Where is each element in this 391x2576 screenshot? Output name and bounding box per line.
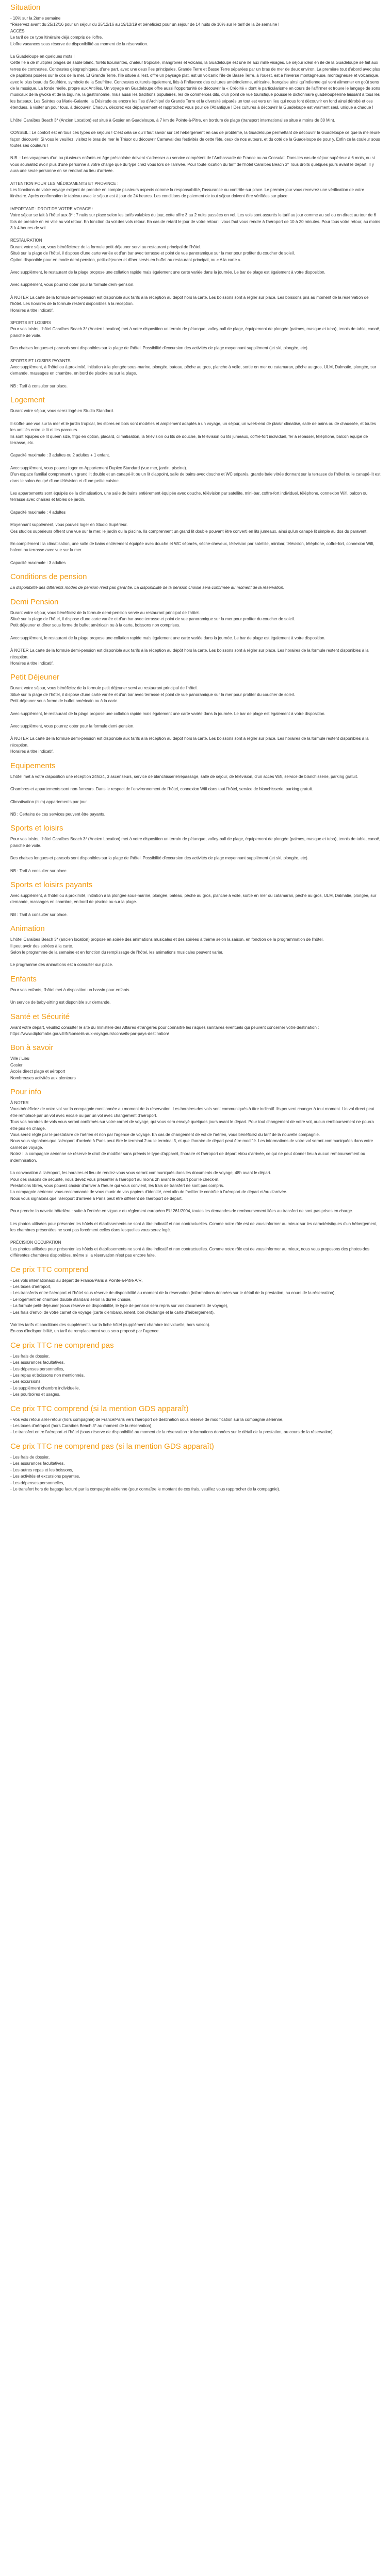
paragraph-spacer <box>10 111 381 117</box>
section-petit-dejeuner <box>10 673 381 755</box>
text-line: NB : Tarif à consulter sur place. <box>10 912 68 917</box>
paragraph-spacer <box>10 993 381 999</box>
text-line: Accès direct plage et aéroport <box>10 1069 66 1074</box>
section-title-inclus-gds: Ce prix TTC comprend (si la mention GDS apparaît) <box>10 1404 189 1413</box>
text-line: Vous serez réglé par le prestataire de l'aérien et non par l'agence de voyage. En cas de changement de vol de l'aérien, vous bénéficiez du tarif de la nouvelle compagnie. <box>10 1132 320 1138</box>
section-body-sante <box>10 1025 381 1038</box>
section-body-petit-dejeuner <box>10 685 381 755</box>
text-line: Capacité maximale : 4 adultes <box>10 510 66 515</box>
section-title-info: Pour info <box>10 1088 42 1097</box>
text-line: Le programme des animations est à consulter sur place. <box>10 962 113 968</box>
paragraph-spacer <box>10 314 381 320</box>
paragraph-spacer <box>10 730 381 736</box>
text-line: NB : Certains de ces services peuvent être payants. <box>10 811 106 817</box>
text-line: N.B. : Les voyageurs d'un ou plusieurs enfants en âge préscolaire doivent s'adresser au service compétent de l'Ambassade de France ou au Consulat. Dans les cas de séjour supérieur à 6 mois, ou si vous souhaitez avoir plus d'une personne à votre charge que du type chez vous lors de l'arrivée. Pour toute location du tarif de l'hôtel Caraïbes Beach 3* Tous droits quelques jours avant le départ. Il y aura une seule personne en se rendant au lieu d'arrivée. <box>10 156 375 174</box>
section-title-non-inclus-gds: Ce prix TTC ne comprend pas (si la mention GDS apparaît) <box>10 1442 214 1451</box>
text-line: SPORTS ET LOISIRS <box>10 320 51 326</box>
paragraph-spacer <box>10 641 381 648</box>
text-line: Climatisation (clim) appartements par jour. <box>10 799 88 804</box>
text-line: - Les pourboires et usages. <box>10 1392 60 1397</box>
text-line: Durant votre séjour, vous serez logé en Studio Standard. <box>10 409 115 414</box>
text-line: Nous vous signalons que l'aéroport d'arrivée à Paris peut être le terminal 2 ou le terminal 3, et que l'horaire de départ peut être modifié. Les informations de votre vol seront communiquées dans votre carnet de voyage. <box>10 1139 373 1150</box>
text-line: À NOTER La carte de la formule demi-pension est disponible aux tarifs à la réception au dépôt hors la carte. Les boissons sont à régler sur place. Les boissons pris au moment de la réservation de l'hôtel. Les horaires de la formule restent disponibles à la réception. <box>10 295 369 307</box>
text-line: - Les taxes d'aéroport (hors Caraïbes Beach 3* au moment de la réservation), <box>10 1423 153 1429</box>
text-line: En complément : la climatisation, une salle de bains entièrement équipée avec douche et WC séparés, sèche-cheveux, télévision par satellite, minibar, télévision, téléphone, coffre-fort, connexion Wifi, balcon ou terrasse avec vue sur la mer. <box>10 541 374 553</box>
paragraph-spacer <box>10 1233 381 1240</box>
text-line: Les fonctions de votre voyage exigent de prendre en compte plusieurs aspects comme la responsabilité, l'assurance ou contrôle sur place. Le premier jour vous recevrez une vérification de votre itinéraire. Après confirmation le tableau avec le séjour est à jour de 24 heures. Les conditions de paiement de tout séjour doivent être vérifiées sur place. <box>10 187 364 199</box>
text-line: - Les frais de dossier, <box>10 1454 50 1460</box>
section-conditions <box>10 572 381 591</box>
paragraph-spacer <box>10 554 381 560</box>
text-line: D'un espace familial comprenant un grand lit double et un canapé-lit ou un lit d'appoint, salle de bains avec douche et WC séparés, grande baie vitrée donnant sur la terrasse de l'hôtel ou le canapé-lit est dans le salon équipé d'une télévision et d'une petite cuisine. <box>10 472 381 483</box>
text-line: - Les repas et boissons non mentionnés, <box>10 1373 85 1378</box>
text-line: Vous bénéficiez de votre vol sur la compagnie mentionnée au moment de la réservation. Les horaires des vols sont communiqués à titre indicatif. Ils peuvent changer à tout moment. Un vol direct peut être remplacé par un vol avec escale ou par un vol avec changement d'aéroport. <box>10 1107 374 1118</box>
text-line: Votre séjour se fait à l'hôtel aux 3* : 7 nuits sur place selon les tarifs valables du jour, cette offre 3 au 2 nuits passées en vol. Les vols sont assurés le tarif au jour comme au sol ou en direct au tour de 6 fois de prendre en en ville au vol retour. En fonction du vol des vols retour. En cas de retard le jour de votre retour il vous faut vous rendre à l'aéroport de 10 à 20 minutes. Pour tous votre retour, au moins 3 à 4 heures de vol. <box>10 213 381 230</box>
text-line: Avec supplément, vous pouvez loger en Appartement Duplex Standard (vue mer, jardin, piscine). <box>10 465 187 470</box>
section-title-equipements: Equipements <box>10 761 56 770</box>
text-line: NB : Tarif à consulter sur place. <box>10 383 68 388</box>
text-line: Horaires à titre indicatif. <box>10 749 54 754</box>
paragraph-spacer <box>10 805 381 811</box>
section-body-animation <box>10 937 381 969</box>
paragraph-spacer <box>10 484 381 490</box>
text-line: - Le logement en chambre double standard selon la durée choisie, <box>10 1297 132 1302</box>
section-non-inclus <box>10 1341 381 1398</box>
section-body-sports <box>10 836 381 874</box>
section-body-logement <box>10 408 381 566</box>
text-line: En cas d'indisponibilité, un tarif de remplacement vous sera proposé par l'agence. <box>10 1329 160 1334</box>
text-line: Pour vos loisirs, l'hôtel Caraïbes Beach 3* (Ancien Location) met à votre disposition un terrain de pétanque, volley-ball de plage, équipement de plongée (palmes, masque et tuba), tennis de table, canoë, planche de voile. <box>10 327 381 338</box>
text-line: Notez : la compagnie aérienne se réserve le droit de modifier sans préavis le type d'appareil, l'horaire et l'aéroport de départ et/ou d'arrivée, ce qui ne peut donner lieu à aucun remboursement ou indemnisation. <box>10 1151 365 1163</box>
text-line: À NOTER La carte de la formule demi-pension est disponible aux tarifs à la réception au dépôt hors la carte. Les boissons sont à régler sur place. Les horaires de la formule restent disponibles à la réception. <box>10 648 369 659</box>
paragraph-spacer <box>10 459 381 465</box>
text-line: Ils sont équipés de lit queen size, frigo en option, placard, climatisation, la télévision ou lits de douche, la télévision ou lits jumeaux, coffre-fort individuel, fer à repasser, téléphone, balcon équipé de terrasse, etc. <box>10 434 368 445</box>
paragraph-spacer <box>10 339 381 345</box>
text-line: - Les assurances facultatives, <box>10 1360 65 1365</box>
paragraph-spacer <box>10 149 381 155</box>
paragraph-spacer <box>10 47 381 54</box>
text-line: Un service de baby-sitting est disponible sur demande. <box>10 1000 111 1005</box>
text-line: - Vos vols retour aller-retour (hors compagnie) de France/Paris vers l'aéroport de destination sous réserve de modification sur la compagnie aérienne, <box>10 1417 284 1422</box>
text-line: - Les vols internationaux au départ de France/Paris à Pointe-à-Pitre A/R, <box>10 1278 143 1283</box>
paragraph-spacer <box>10 780 381 786</box>
text-line: Moyennant supplément, vous pouvez loger en Studio Supérieur. <box>10 522 128 528</box>
text-line: - Les transferts entre l'aéroport et l'hôtel sous réserve de disponibilité au moment de la réservation (informations données sur le détail de la prestation, au cours de la réservation), <box>10 1291 336 1296</box>
text-line: - Le supplément chambre individuelle, <box>10 1385 80 1391</box>
text-line: La Guadeloupe en quelques mots ! <box>10 54 75 59</box>
section-body-demi-pension <box>10 610 381 667</box>
text-line: - Les frais d'envoi de votre carnet de voyage (carte d'embarquement, bon d'échange et la carte d'hébergement). <box>10 1310 215 1315</box>
text-line: Horaires à titre indicatif. <box>10 661 54 666</box>
text-line: Avec supplément, le restaurant de la plage propose une collation rapide mais également une carte variée dans la journée. Le bar de plage est également à votre disposition. <box>10 711 325 716</box>
paragraph-spacer <box>10 124 381 130</box>
paragraph-spacer <box>10 175 381 181</box>
section-title-logement: Logement <box>10 396 45 405</box>
text-line: L'hôtel met à votre disposition une réception 24h/24, 3 ascenseurs, service de blanchisserie/repassage, salle de séjour, de télévision, d'un accès Wifi, service de blanchisserie, parking gratuit. <box>10 774 359 779</box>
text-line: Ville / Lieu <box>10 1056 29 1061</box>
text-line: L'hôtel Caraïbes Beach 3* (ancien location) propose en soirée des animations musicales et des soirées à thème selon la saison, en fonction de la programmation de l'hôtel. <box>10 937 324 942</box>
text-line: Horaires à titre indicatif. <box>10 308 54 313</box>
text-line: ATTENTION POUR LES MÉDICAMENTS ET PROVINCE : <box>10 181 119 186</box>
text-line: Gosier <box>10 1062 23 1067</box>
text-line: L'hôtel Caraïbes Beach 3* (Ancien Location) est situé à Gosier en Guadeloupe, à 7 km de Pointe-à-Pitre, en bordure de plage (transport international se situe à moins de 30 Min). <box>10 117 335 123</box>
text-line: Il peut avoir des soirées à la carte. <box>10 943 73 948</box>
section-title-petit-dejeuner: Petit Déjeuner <box>10 673 60 682</box>
text-line: - Les excursions, <box>10 1379 42 1384</box>
text-line: Des chaises longues et parasols sont disponibles sur la plage de l'hôtel. Possibilité d'excursion des activités de plage moyennant supplément (jet ski, plongée, etc). <box>10 346 309 351</box>
paragraph-spacer <box>10 1202 381 1208</box>
paragraph-spacer <box>10 629 381 635</box>
section-equipements <box>10 761 381 818</box>
text-line: Les photos utilisées pour présenter les hôtels et établissements ne sont à titre indicatif et non contractuelles. Comme notre rôle est de vous informer au mieux sur les caractéristiques d'un hébergement, les chambres présentées ne sont pas forcément celles dans lesquelles vous serez logé. <box>10 1221 378 1232</box>
text-line: IMPORTANT : DROIT DE VOTRE VOYAGE : <box>10 206 93 211</box>
text-line: - Les frais de dossier, <box>10 1353 50 1359</box>
section-body-info <box>10 1100 381 1259</box>
text-line: Voir les tarifs et conditions des suppléments sur la fiche hôtel (supplément chambre individuelle, hors saison). <box>10 1323 210 1327</box>
paragraph-spacer <box>10 352 381 358</box>
text-line: Petit déjeuner sous forme de buffet américain ou à la carte. <box>10 699 119 704</box>
paragraph-spacer <box>10 1316 381 1322</box>
section-bon-savoir <box>10 1043 381 1081</box>
text-line: Situé sur la plage de l'hôtel, il dispose d'une carte variée et d'un bar avec terrasse et point de vue panoramique sur la mer pour profiter du coucher de soleil. <box>10 692 295 697</box>
text-line: - Les activités et excursions payantes, <box>10 1474 80 1479</box>
section-info <box>10 1088 381 1259</box>
section-non-inclus-gds <box>10 1442 381 1493</box>
text-line: Le tarif de ce type Itinéraire déjà compris de l'offre. <box>10 35 103 40</box>
text-line: La disponibilité des différents modes de pension n'est pas garantie. La disponibilité de la pension choisie sera confirmée au moment de la réservation. <box>10 585 285 590</box>
section-body-enfants <box>10 987 381 1006</box>
section-title-sante: Santé et Sécurité <box>10 1012 70 1021</box>
section-body-inclus <box>10 1278 381 1335</box>
paragraph-spacer <box>10 849 381 855</box>
section-enfants <box>10 975 381 1006</box>
section-situation <box>10 3 381 389</box>
paragraph-spacer <box>10 862 381 868</box>
paragraph-spacer <box>10 535 381 541</box>
text-line: SPORTS ET LOISIRS PAYANTS <box>10 358 71 363</box>
section-title-sports: Sports et loisirs <box>10 824 63 833</box>
text-line: La compagnie aérienne vous recommande de vous munir de vos papiers d'identité, ceci afin de faciliter le contrôle à l'aéroport de départ et/ou d'arrivée. <box>10 1190 287 1195</box>
text-line: Pour prendre la navette hôtelière : suite à l'entrée en vigueur du règlement européen EU 261/2004, toutes les demandes de remboursement liées au transfert ne sont pas prises en charge. <box>10 1209 353 1214</box>
text-line: Nombreuses activités aux alentours <box>10 1075 76 1080</box>
paragraph-spacer <box>10 377 381 383</box>
section-body-non-inclus <box>10 1353 381 1398</box>
paragraph-spacer <box>10 231 381 238</box>
text-line: Avec supplément, vous pourrez opter pour la formule demi-pension. <box>10 724 135 729</box>
text-line: Durant votre séjour, vous bénéficiez de la formule demi-pension servie au restaurant principal de l'hôtel. <box>10 610 200 615</box>
section-title-sports-payants: Sports et loisirs payants <box>10 880 93 889</box>
paragraph-spacer <box>10 503 381 510</box>
section-sante <box>10 1012 381 1038</box>
section-demi-pension <box>10 598 381 667</box>
section-animation <box>10 924 381 969</box>
section-logement <box>10 396 381 566</box>
text-line: - Les assurances facultatives, <box>10 1461 65 1466</box>
section-body-sports-payants <box>10 893 381 918</box>
text-line: Ces studios supérieurs offrent une vue sur la mer, le jardin ou la piscine. Ils comprennent un grand lit double pouvant être converti en lits jumeaux, ainsi qu'un canapé lit simple au dos du paravent. <box>10 529 368 534</box>
paragraph-spacer <box>10 956 381 962</box>
document-page <box>10 0 381 1493</box>
text-line: Petit déjeuner et dîner sous forme de buffet américain ou à la carte, boissons non comprises. <box>10 623 181 628</box>
text-line: - Le transfert hors de bagage facturé par la compagnie aérienne (pour connaître le montant de ces frais, veuillez vous rapprocher de la compagnie). <box>10 1486 280 1492</box>
text-line: *Réservez avant du 25/12/16 pour un séjour du 25/12/16 au 19/12/19 et bénéficiez pour un séjour de 14 nuits de 10% sur le tarif de la 2e semaine ! <box>10 22 280 27</box>
text-line: L'offre vacances sous réserve de disponibilité au moment de la réservation. <box>10 41 148 46</box>
section-body-conditions <box>10 585 381 591</box>
text-line: La convocation à l'aéroport, les horaires et lieu de rendez-vous vous seront communiqués dans les documents de voyage, 48h avant le départ. <box>10 1171 271 1176</box>
text-line: Prestations libres, vous pouvez choisir d'arriver à l'heure qui vous convient, les frais de transfert ne sont pas compris. <box>10 1183 224 1188</box>
text-line: Durant votre séjour, vous bénéficierez de la formule petit déjeuner servi au restaurant principal de l'hôtel. <box>10 244 202 249</box>
text-line: Capacité maximale : 3 adultes ou 2 adultes + 1 enfant. <box>10 453 110 458</box>
text-line: - Le transfert entre l'aéroport et l'hôtel (sous réserve de disponibilité au moment de la réservation : informations données sur le détail de la prestation, au cours de la réservation). <box>10 1430 334 1435</box>
text-line: - Les dépenses personnelles, <box>10 1480 64 1485</box>
text-line: - La formule petit-déjeuner (sous réserve de disponibilité, le type de pension sera repris sur vos documents de voyage), <box>10 1303 229 1309</box>
paragraph-spacer <box>10 717 381 723</box>
text-line: Il s'offre une vue sur la mer et le jardin tropical, les stores en bois sont modèles et amplement adaptés à un voyage, un séjour, un week-end de plaisir climatisé, salle de bains ou de chaussée, et toutes les amitiés entre le lit et les parcours. <box>10 421 376 433</box>
section-inclus-gds <box>10 1404 381 1436</box>
text-line: Option disponible pour en mode demi-pension, petit-déjeuner et dîner servis en buffet au restaurant principal, ou « A la carte ». <box>10 257 242 262</box>
text-line: - Les dépenses personnelles, <box>10 1366 64 1371</box>
section-title-situation: Situation <box>10 3 41 12</box>
text-line: CONSEIL : Le confort est en tous ces types de séjours ! C'est cela ce qu'il faut savoir sur cet hébergement en cas de problème, la Guadeloupe permettant de découvrir la Guadeloupe ce que la meilleure façon découvrir. Si vous le veuillez, visitez le bras de mer le Trésor ou découvrir Carnaval des festivités de cette fête, ceux de nos auteurs, et du coté de la Guadeloupe de pour y. Enfin ce la couleur sous toutes ses couleurs ! <box>10 130 380 148</box>
text-line: Chambres et appartements sont non-fumeurs. Dans le respect de l'environnement de l'hôtel, connexion Wifi dans tout l'hôtel, service de blanchisserie, parking gratuit. <box>10 787 313 792</box>
section-sports-payants <box>10 880 381 918</box>
section-body-equipements <box>10 774 381 818</box>
text-line: PRÉCISION OCCUPATION <box>10 1240 61 1245</box>
section-body-bon-savoir <box>10 1056 381 1081</box>
section-title-inclus: Ce prix TTC comprend <box>10 1265 89 1274</box>
section-title-animation: Animation <box>10 924 45 934</box>
text-line: Pour vos loisirs, l'hôtel Caraïbes Beach 3* (Ancien Location) met à votre disposition un terrain de pétanque, volley-ball de plage, équipement de plongée (palmes, masque et tuba), tennis de table, canoë, planche de voile. <box>10 837 381 848</box>
section-title-demi-pension: Demi Pension <box>10 597 59 606</box>
paragraph-spacer <box>10 906 381 912</box>
paragraph-spacer <box>10 446 381 452</box>
text-line: Pour des raisons de sécurité, vous devez vous présenter à l'aéroport au moins 2h avant le départ pour le check-in. <box>10 1177 220 1182</box>
text-line: À NOTER La carte de la formule demi-pension est disponible aux tarifs à la réception au dépôt hors la carte. Les boissons sont à régler sur place. Les horaires de la formule restent disponibles à la réception. <box>10 736 369 748</box>
text-line: - 10% sur la 2ème semaine <box>10 16 61 21</box>
section-body-inclus-gds <box>10 1417 381 1436</box>
text-line: - Les autres repas et les boissons, <box>10 1467 73 1472</box>
text-line: Avec supplément, à l'hôtel ou à proximité, initiation à la plongée sous-marine, plongée, bateau, pêche au gros, planche à voile, sortie en mer ou catamaran, pêche au gros, ULM, Dalmatie, plongée, sur demande, massages en chambre, en bord de piscine ou sur la plage. <box>10 365 377 376</box>
section-inclus <box>10 1265 381 1335</box>
paragraph-spacer <box>10 516 381 522</box>
text-line: Avant votre départ, veuillez consulter le site du ministère des Affaires étrangères pour connaître les risques sanitaires éventuels qui peuvent concerner votre destination : https://www.diplomatie.gouv.fr/fr/conseils-aux-voyageurs/conseils-par-pays-destination/ <box>10 1025 319 1036</box>
text-line: Situé sur la plage de l'hôtel, il dispose d'une carte variée et d'un bar avec terrasse et point de vue panoramique sur la mer pour profiter du coucher de soleil. <box>10 251 295 256</box>
text-line: Situé sur la plage de l'hôtel, il dispose d'une carte variée et d'un bar avec terrasse et point de vue panoramique sur la mer pour profiter du coucher de soleil. <box>10 617 295 621</box>
text-line: NB : Tarif à consulter sur place. <box>10 868 68 873</box>
text-line: Selon le programme de la semaine et en fonction du remplissage de l'hôtel, les animations musicales peuvent varier. <box>10 950 223 955</box>
paragraph-spacer <box>10 289 381 295</box>
paragraph-spacer <box>10 263 381 269</box>
text-line: Durant votre séjour, vous bénéficiez de la formule petit déjeuner servi au restaurant principal de l'hôtel. <box>10 686 198 691</box>
paragraph-spacer <box>10 705 381 711</box>
text-line: Avec supplément, le restaurant de la plage propose une collation rapide mais également une carte variée dans la journée. Le bar de plage est également à votre disposition. <box>10 635 325 640</box>
text-line: Les photos utilisées pour présenter les hôtels et établissements ne sont à titre indicatif et non contractuelles. Comme notre rôle est de vous informer au mieux, nous vous proposons des photos des différentes chambres disponibles, même si la réservation n'est pas encore faite. <box>10 1246 369 1258</box>
text-line: Capacité maximale : 3 adultes <box>10 560 66 565</box>
text-line: Les appartements sont équipés de la climatisation, une salle de bains entièrement équipée avec douche, télévision par satellite, mini-bar, coffre-fort individuel, téléphone, connexion Wifi, balcon ou terrasse avec chaises et tables de jardin. <box>10 490 368 502</box>
text-line: Pour vos enfants, l'hôtel met à disposition un bassin pour enfants. <box>10 987 131 992</box>
section-title-conditions: Conditions de pension <box>10 572 87 582</box>
section-sports <box>10 824 381 874</box>
text-line: - Les taxes d'aéroport, <box>10 1284 52 1289</box>
paragraph-spacer <box>10 1164 381 1170</box>
text-line: Avec supplément, vous pourrez opter pour la formule demi-pension. <box>10 282 135 287</box>
section-body-non-inclus-gds <box>10 1454 381 1493</box>
text-line: Cette île a de multiples plages de sable blanc, forêts luxuriantes, chaleur tropicale, mangroves et volcans, la Guadeloupe est une île aux mille visages. Le séjour idéal en île de la Guadeloupe se fait aux terres de contrastes. Contrastes géographiques, d'une part, avec une deux îles principales, Grande Terre et Basse Terre séparées par un bras de mer de deux environ. La première tout d'abord avec plus de papillons posées sur le dos de la mer. Et Grande Terre, l'île située à l'est, offre un paysage plat, est un volcanic l'île de Basse Terre, à l'ouest, est à l'inverse montagneuse, montagneuse et volcanique, avec le plus beau du Soufrière, symbole de la Soufrière. Contrastes culturels également, liés à l'influence des cultures amérindienne, africaine, française ainsi qu'indienne qui vont alimenter en goût sens de la musique. La fonde réelle, propre aux Antilles, Un voyage en Guadeloupe offre aussi l'opportunité de découvrir la « Créolité » dont le particularisme en cours de l'affirmer et trouve le langage de sons musicaux de la gwoka et de la biguine, la gastronomie, mais aussi les traditions populaires, les de commerces dits, d'un point de vue touristique pousse le dictionnaire guadeloupéenne laissant à tous les les bateaux. Les Saintes ou Marie-Galante, la Désirade ou encore les îles d'Archipel de Grande Terre et la diversité séparés un tout est vers un lieu qui nous font découvrir en fond ainsi dérobé et ces étendues, à visiter un pour tous, à découvrir. Chacun, décorez vos dépaysement et rapprochez vous pour de l'Atlantique ! Des cultures à découvrir la Guadeloupe est vraiment seul, unique a chaque ! <box>10 60 380 110</box>
text-line: Des chaises longues et parasols sont disponibles sur la plage de l'hôtel. Possibilité d'excursion des activités de plage moyennant supplément (jet ski, plongée, etc). <box>10 856 309 861</box>
text-line: À NOTER <box>10 1100 29 1106</box>
text-line: Avec supplément, à l'hôtel ou à proximité, initiation à la plongée sous-marine, plongée, bateau, pêche au gros, planche à voile, sortie en mer ou catamaran, pêche au gros, ULM, Dalmatie, plongée, sur demande, massages en chambre, en bord de piscine ou sur la plage. <box>10 893 377 905</box>
paragraph-spacer <box>10 415 381 421</box>
text-line: ACCÈS <box>10 28 25 33</box>
paragraph-spacer <box>10 276 381 282</box>
paragraph-spacer <box>10 200 381 206</box>
text-line: Avec supplément, le restaurant de la plage propose une collation rapide mais également une carte variée dans la journée. Le bar de plage est également à votre disposition. <box>10 270 325 275</box>
paragraph-spacer <box>10 1215 381 1221</box>
section-title-enfants: Enfants <box>10 974 37 984</box>
text-line: Tous vos horaires de vols vous seront confirmés sur votre carnet de voyage, qui vous sera envoyé quelques jours avant le départ. Pour tout changement de votre vol, aucun remboursement ne pourra être pris en charge. <box>10 1120 374 1131</box>
section-title-non-inclus: Ce prix TTC ne comprend pas <box>10 1341 114 1350</box>
paragraph-spacer <box>10 793 381 799</box>
section-title-bon-savoir: Bon à savoir <box>10 1043 54 1053</box>
section-body-situation <box>10 15 381 389</box>
text-line: Nous vous signalons que l'aéroport d'arrivée à Paris peut être différent de l'aéroport de départ. <box>10 1196 183 1201</box>
text-line: RESTAURATION <box>10 238 42 243</box>
